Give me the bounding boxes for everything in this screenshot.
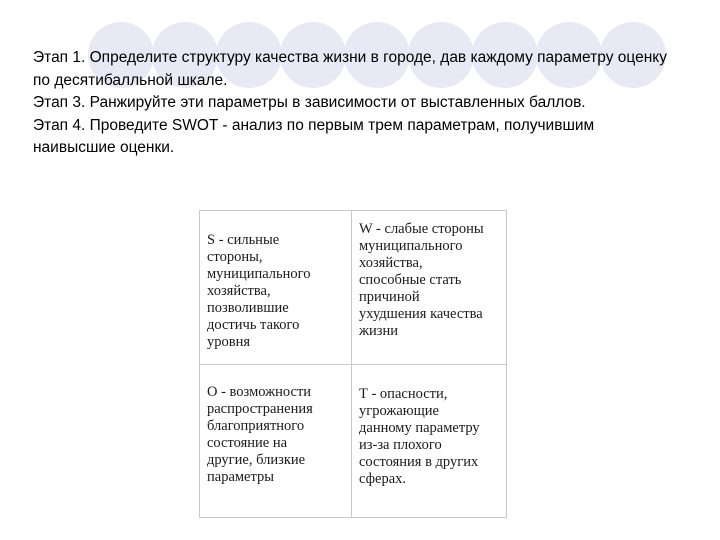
stage-text: Ранжируйте эти параметры в зависимости от выставленных баллов. xyxy=(85,94,586,111)
stage-label: Этап 4. xyxy=(33,116,86,134)
stage-label: Этап 1. xyxy=(33,49,86,66)
stage-label: Этап 3. xyxy=(33,94,86,111)
body-text xyxy=(33,47,673,160)
stage-text: Проведите SWOT - анализ по первым трем параметрам, получившим наивысшие оценки. xyxy=(33,116,595,156)
paragraph-stage-1 xyxy=(33,47,673,92)
paragraph-stage-3 xyxy=(33,92,673,115)
swot-threats-cell: Т - опасности, угрожающие данному параметру из-за плохого состояния в других сферах. xyxy=(359,386,480,487)
swot-table xyxy=(199,210,507,518)
swot-weaknesses-cell: W - слабые стороны муниципального хозяйства, способные стать причиной ухудшения качества жизни xyxy=(352,211,506,365)
stage-text: Определите структуру качества жизни в городе, дав каждому параметру оценку по десятибалльной шкале. xyxy=(33,49,667,89)
paragraph-stage-4 xyxy=(33,115,673,160)
swot-opportunities-cell: О - возможности распространения благоприятного состояние на другие, близкие параметры xyxy=(200,365,352,517)
swot-strengths-cell: S - сильные стороны, муниципального хозяйства, позволившие достичь такого уровня xyxy=(200,211,352,365)
